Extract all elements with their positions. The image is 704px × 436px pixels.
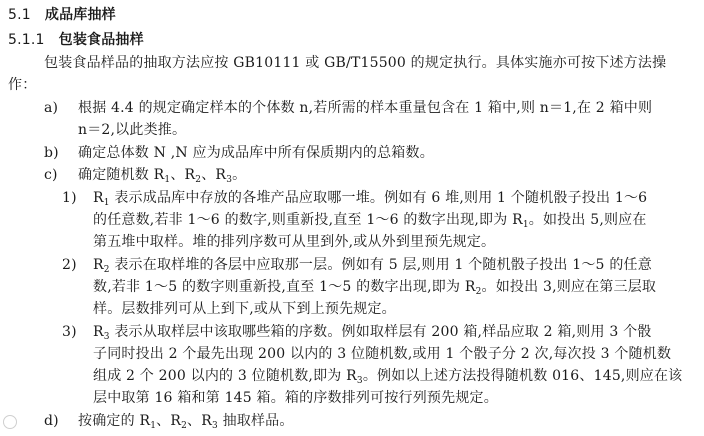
watermark-logo-icon: [3, 415, 17, 429]
item-a-label: a): [44, 100, 59, 116]
item-c1-line-2: 的任意数,若非 1～6 的数字,则重新投,直至 1～6 的数字出现,即为 $R_1$。如投出 5,则应在: [93, 212, 647, 230]
item-c2-line-3: 样。层数排列可从上到下,或从下到上预先规定。: [93, 301, 396, 317]
item-c3-line-4: 层中取第 16 箱和第 145 箱。箱的序数排列可按行列预先规定。: [93, 390, 498, 406]
item-c1-label: 1): [62, 190, 77, 206]
section-heading: [8, 6, 116, 24]
item-d-line-1: 按确定的 $R_1$、$R_2$、$R_3$ 抽取样品。: [78, 413, 294, 431]
item-c3-line-3: 组成 2 个 200 以内的 3 位随机数,即为 $R_3$。例如以上述方法投得随机数 016、145,则应在该: [93, 368, 683, 386]
item-c3-line-1: $R_3$ 表示从取样层中该取哪些箱的序数。例如取样层有 200 箱,样品应取 2 箱,则用 3 个骰: [93, 324, 652, 342]
item-c-line-1: 确定随机数 $R_1$、$R_2$、$R_3$。: [78, 167, 247, 185]
subsection-heading: [8, 31, 144, 49]
section-title: 成品库抽样: [44, 7, 116, 23]
item-c2-line-1: $R_2$ 表示在取样堆的各层中应取那一层。例如有 5 层,则用 1 个随机骰子投出 1～5 的任意: [93, 257, 652, 275]
item-b-line-1: 确定总体数 N ,N 应为成品库中所有保质期内的总箱数。: [78, 145, 434, 161]
item-c2-line-2: 数,若非 1～5 的数字则重新投,直至 1～5 的数字出现,即为 $R_2$。如投出 3,则应在第三层取: [93, 279, 657, 297]
item-a-line-2: n＝2,以此类推。: [78, 122, 187, 138]
intro-paragraph-line-2: 作：: [8, 77, 37, 93]
subsection-number: 5.1.1: [8, 32, 45, 48]
item-b-label: b): [44, 145, 59, 161]
item-c1-line-3: 第五堆中取样。堆的排列序数可从里到外,或从外到里预先规定。: [93, 234, 496, 250]
item-c-label: c): [44, 167, 58, 183]
item-c1-line-1: $R_1$ 表示成品库中存放的各堆产品应取哪一堆。例如有 6 堆,则用 1 个随机骰子投出 1～6: [93, 190, 648, 208]
section-number: 5.1: [8, 7, 31, 23]
intro-paragraph-line-1: 包装食品样品的抽取方法应按 GB10111 或 GB/T15500 的规定执行。具体实施亦可按下述方法操: [44, 55, 667, 71]
item-c3-label: 3): [62, 324, 77, 340]
subsection-title: 包装食品抽样: [58, 32, 144, 48]
item-c3-line-2: 子同时投出 2 个最先出现 200 以内的 3 位随机数,或用 1 个骰子分 2 次,每次投 3 个随机数: [93, 346, 672, 362]
item-c2-label: 2): [62, 257, 77, 273]
item-d-label: d): [44, 413, 59, 429]
item-a-line-1: 根据 4.4 的规定确定样本的个体数 n,若所需的样本重量包含在 1 箱中,则 n＝1,在 2 箱中则: [78, 100, 653, 116]
